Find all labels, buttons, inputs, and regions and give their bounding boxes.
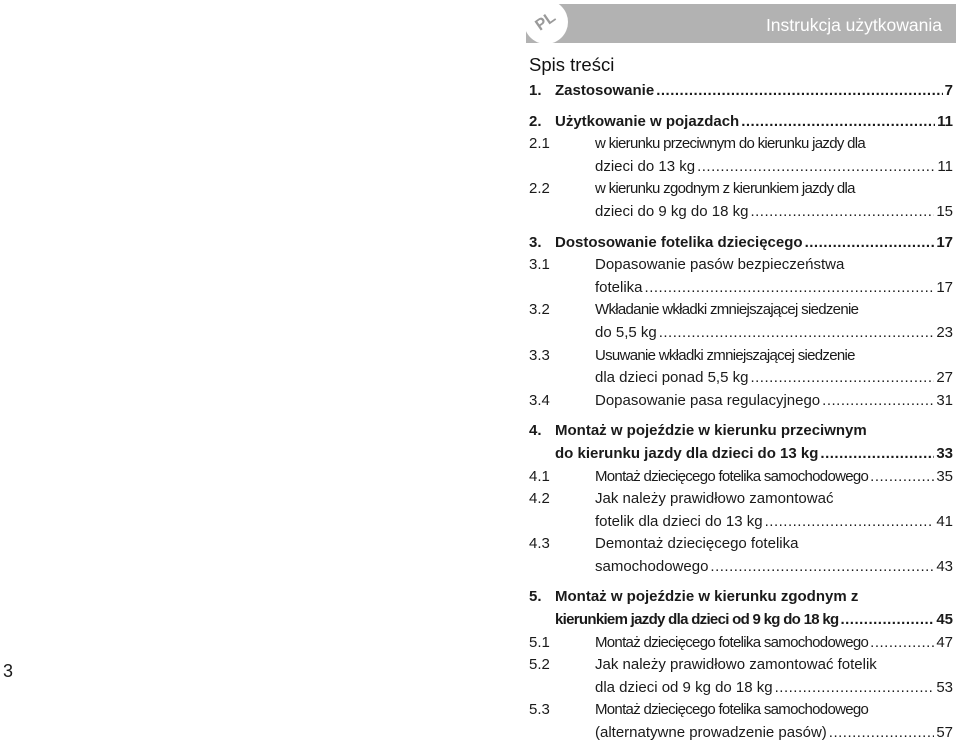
toc-entry-line	[529, 511, 953, 534]
toc-leader-dots	[765, 511, 935, 534]
toc-entry-line	[529, 488, 953, 511]
toc-entry-title: (alternatywne prowadzenie pasów)	[595, 724, 827, 742]
toc-entry-page: 35	[936, 467, 953, 485]
toc-entry-title: samochodowego	[595, 557, 709, 575]
toc-leader-dots	[775, 677, 935, 700]
toc-entry-title: kierunkiem jazdy dla dzieci od 9 kg do 18 kg	[555, 611, 839, 629]
language-badge	[524, 0, 568, 44]
toc-entry-title: dla dzieci ponad 5,5 kg	[595, 369, 749, 387]
toc-entry-title: Zastosowanie	[555, 82, 655, 99]
toc-spacer	[529, 103, 953, 111]
toc-entry[interactable]	[529, 390, 953, 413]
toc-entry-number: 5.3	[529, 701, 550, 719]
toc-entry-line	[529, 699, 953, 722]
toc-leader-dots	[840, 609, 934, 632]
toc-leader-dots	[750, 201, 934, 224]
toc-entry-line	[529, 178, 953, 201]
toc-leader-dots	[750, 367, 934, 390]
toc-entry[interactable]	[529, 420, 953, 465]
toc-entry-page: 47	[936, 633, 953, 651]
toc-entry-title: Dopasowanie pasów bezpieczeństwa	[595, 256, 845, 274]
toc-leader-dots	[741, 111, 935, 134]
toc-heading: Spis treści	[529, 54, 615, 75]
toc-entry-title: Jak należy prawidłowo zamontować fotelik	[595, 656, 877, 674]
toc-entry-line	[529, 201, 953, 224]
toc-entry-title: Montaż w pojeździe w kierunku zgodnym z	[555, 588, 859, 606]
toc-entry-title: dzieci do 13 kg	[595, 157, 696, 175]
toc-entry-line	[529, 390, 953, 413]
toc-entry[interactable]	[529, 254, 953, 299]
toc-leader-dots	[805, 232, 935, 255]
toc-entry-title: fotelik dla dzieci do 13 kg	[595, 512, 763, 530]
header-band	[526, 4, 956, 43]
toc-entry[interactable]	[529, 654, 953, 699]
toc-entry-number: 4.	[529, 422, 542, 440]
toc-entry-line	[529, 111, 953, 134]
toc-entry-number: 5.	[529, 588, 542, 606]
toc-entry-number: 4.3	[529, 535, 550, 553]
toc-spacer	[529, 578, 953, 586]
toc-entry-line	[529, 609, 953, 632]
toc-entry[interactable]	[529, 111, 953, 134]
toc-entry-page: 7	[944, 82, 953, 99]
toc-entry-number: 5.2	[529, 656, 550, 674]
toc-entry[interactable]	[529, 232, 953, 255]
toc-leader-dots	[829, 722, 935, 745]
toc-entry[interactable]	[529, 133, 953, 178]
toc-entry-title: w kierunku zgodnym z kierunkiem jazdy dla	[595, 180, 855, 198]
toc-entry[interactable]	[529, 80, 953, 103]
toc-entry-number: 3.1	[529, 256, 550, 274]
toc-entry-line	[529, 443, 953, 466]
toc-entry-page: 33	[936, 444, 953, 462]
toc-leader-dots	[822, 390, 934, 413]
toc-entry-number: 3.4	[529, 391, 550, 409]
toc-leader-dots	[645, 277, 935, 300]
toc-entry-number: 4.1	[529, 467, 550, 485]
toc-leader-dots	[710, 556, 934, 579]
toc-entry-title: do kierunku jazdy dla dzieci do 13 kg	[555, 444, 819, 462]
toc-entry-page: 31	[936, 391, 953, 409]
toc-entry-number: 2.	[529, 112, 542, 130]
toc-entry-number: 1.	[529, 82, 542, 99]
toc-entry-line	[529, 654, 953, 677]
toc-entry-number: 4.2	[529, 490, 550, 508]
toc-entry-line	[529, 466, 953, 489]
manual-title: Instrukcja użytkowania	[765, 15, 942, 35]
toc-entry-line	[529, 322, 953, 345]
toc-entry-title: dzieci do 9 kg do 18 kg	[595, 202, 749, 220]
toc-entry-page: 23	[936, 323, 953, 341]
toc-entry[interactable]	[529, 466, 953, 489]
toc-entry-page: 17	[936, 278, 953, 296]
toc-entry-title: do 5,5 kg	[595, 323, 657, 341]
toc-entry-line	[529, 80, 953, 103]
toc-entry[interactable]	[529, 533, 953, 578]
toc-entry-page: 11	[937, 157, 953, 175]
toc-entry[interactable]	[529, 632, 953, 655]
page-number: 3	[3, 661, 14, 681]
toc-leader-dots	[659, 322, 935, 345]
toc-entry[interactable]	[529, 299, 953, 344]
toc-entry-title: Demontaż dziecięcego fotelika	[595, 535, 799, 553]
toc-entry-number: 2.2	[529, 180, 550, 198]
toc-leader-dots	[697, 156, 935, 179]
toc-entry-line	[529, 677, 953, 700]
toc-entry-title: Użytkowanie w pojazdach	[555, 112, 740, 130]
toc-entry-title: Montaż w pojeździe w kierunku przeciwnym	[555, 422, 867, 440]
toc-leader-dots	[820, 443, 934, 466]
toc-entry-title: Montaż dziecięcego fotelika samochodowego	[595, 633, 869, 651]
toc-entry-line	[529, 722, 953, 745]
toc-entry-number: 2.1	[529, 135, 550, 153]
language-badge-label: PL	[532, 8, 559, 35]
toc-entry[interactable]	[529, 586, 953, 631]
toc-entry-page: 11	[937, 112, 953, 130]
toc-entry-line	[529, 367, 953, 390]
toc-entry-line	[529, 277, 953, 300]
toc-spacer	[529, 412, 953, 420]
toc-entry-page: 57	[936, 724, 953, 742]
toc-entry[interactable]	[529, 178, 953, 223]
toc-entry[interactable]	[529, 345, 953, 390]
toc-entry[interactable]	[529, 699, 953, 744]
toc-entry-line	[529, 232, 953, 255]
toc-entry[interactable]	[529, 488, 953, 533]
toc-entry-line	[529, 533, 953, 556]
toc-entry-line	[529, 299, 953, 322]
toc-entry-page: 15	[936, 202, 953, 220]
toc-entry-title: fotelika	[595, 278, 643, 296]
toc-entry-title: Montaż dziecięcego fotelika samochodowego	[595, 467, 869, 485]
toc-entry-number: 3.3	[529, 346, 550, 364]
toc-entry-title: Montaż dziecięcego fotelika samochodowego	[595, 701, 869, 719]
toc-entry-page: 43	[936, 557, 953, 575]
toc-entry-number: 3.	[529, 233, 542, 251]
toc-leader-dots	[656, 80, 942, 103]
table-of-contents	[529, 80, 953, 745]
toc-entry-page: 17	[936, 233, 953, 251]
toc-entry-number: 3.2	[529, 301, 550, 319]
toc-entry-line	[529, 345, 953, 368]
toc-entry-page: 41	[936, 512, 953, 530]
toc-spacer	[529, 224, 953, 232]
toc-entry-line	[529, 632, 953, 655]
toc-entry-title: Usuwanie wkładki zmniejszającej siedzenie	[595, 346, 855, 364]
toc-entry-page: 53	[936, 678, 953, 696]
toc-entry-line	[529, 133, 953, 156]
toc-entry-line	[529, 254, 953, 277]
toc-entry-title: Dopasowanie pasa regulacyjnego	[595, 391, 821, 409]
toc-entry-line	[529, 556, 953, 579]
toc-entry-title: w kierunku przeciwnym do kierunku jazdy dla	[595, 135, 866, 153]
toc-leader-dots	[870, 466, 934, 489]
toc-entry-line	[529, 156, 953, 179]
toc-entry-line	[529, 420, 953, 443]
toc-entry-title: dla dzieci od 9 kg do 18 kg	[595, 678, 773, 696]
toc-entry-page: 27	[936, 369, 953, 387]
toc-entry-title: Wkładanie wkładki zmniejszającej siedzenie	[595, 301, 859, 319]
toc-entry-line	[529, 586, 953, 609]
toc-entry-number: 5.1	[529, 633, 550, 651]
toc-leader-dots	[870, 632, 934, 655]
toc-entry-page: 45	[936, 611, 953, 629]
toc-entry-title: Jak należy prawidłowo zamontować	[595, 490, 834, 508]
toc-entry-title: Dostosowanie fotelika dziecięcego	[555, 233, 803, 251]
